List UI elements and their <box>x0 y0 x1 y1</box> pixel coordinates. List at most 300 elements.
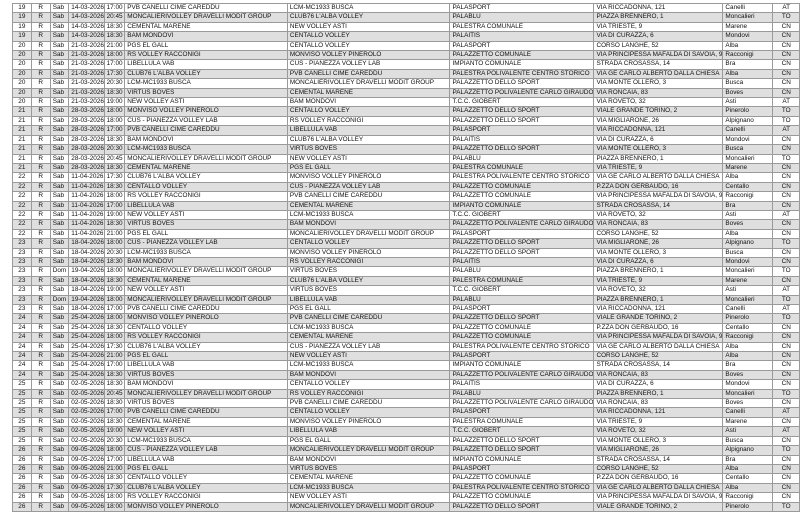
day-cell: Sab <box>50 474 69 483</box>
address-cell: VIA MIGLIARONE, 26 <box>594 446 723 455</box>
leg-cell: R <box>31 333 50 342</box>
round-cell: 23 <box>13 276 32 285</box>
day-cell: Sab <box>50 60 69 69</box>
day-cell: Dom <box>50 295 69 304</box>
away-team-cell: VIRTUS BOVES <box>287 145 450 154</box>
home-team-cell: LCM-MC1933 BUSCA <box>125 79 288 88</box>
time-cell: 18:30 <box>104 276 124 285</box>
home-team-cell: MONCALIERIVOLLEY DRAVELLI MODIT GROUP <box>125 389 288 398</box>
venue-cell: PALAZZETTO DELLO SPORT <box>450 239 594 248</box>
table-row <box>13 79 800 88</box>
day-cell: Sab <box>50 69 69 78</box>
home-team-cell: NEW VOLLEY ASTI <box>125 210 288 219</box>
date-cell: 18-04-2026 <box>69 239 105 248</box>
time-cell: 17:00 <box>104 361 124 370</box>
time-cell: 18:30 <box>104 135 124 144</box>
time-cell: 18:00 <box>104 333 124 342</box>
time-cell: 18:00 <box>104 192 124 201</box>
venue-cell: PALAITIS <box>450 135 594 144</box>
leg-cell: R <box>31 436 50 445</box>
day-cell: Sab <box>50 145 69 154</box>
venue-cell: PALAZZETTO COMUNALE <box>450 333 594 342</box>
leg-cell: R <box>31 60 50 69</box>
home-team-cell: CEMENTAL MARENE <box>125 276 288 285</box>
away-team-cell: CEMENTAL MARENE <box>287 474 450 483</box>
day-cell: Sab <box>50 483 69 492</box>
time-cell: 18:30 <box>104 220 124 229</box>
address-cell: STRADA CROSASSA, 14 <box>594 361 723 370</box>
time-cell: 19:00 <box>104 286 124 295</box>
city-cell: Bra <box>723 60 773 69</box>
time-cell: 17:00 <box>104 408 124 417</box>
date-cell: 25-04-2026 <box>69 370 105 379</box>
home-team-cell: MONCALIERIVOLLEY DRAVELLI MODIT GROUP <box>125 295 288 304</box>
date-cell: 28-03-2026 <box>69 116 105 125</box>
province-cell: CN <box>773 342 800 351</box>
away-team-cell: PGS EL GALL <box>287 305 450 314</box>
day-cell: Sab <box>50 239 69 248</box>
date-cell: 09-05-2026 <box>69 464 105 473</box>
home-team-cell: MONCALIERIVOLLEY DRAVELLI MODIT GROUP <box>125 154 288 163</box>
city-cell: Marene <box>723 163 773 172</box>
away-team-cell: CUS - PIANEZZA VOLLEY LAB <box>287 182 450 191</box>
city-cell: Alba <box>723 342 773 351</box>
home-team-cell: PVB CANELLI CIME CAREDDU <box>125 4 288 13</box>
day-cell: Sab <box>50 323 69 332</box>
province-cell: CN <box>773 257 800 266</box>
venue-cell: PALASPORT <box>450 4 594 13</box>
table-row <box>13 220 800 229</box>
table-row <box>13 51 800 60</box>
date-cell: 02-05-2026 <box>69 399 105 408</box>
leg-cell: R <box>31 314 50 323</box>
home-team-cell: CLUB76 L'ALBA VOLLEY <box>125 173 288 182</box>
province-cell: AT <box>773 427 800 436</box>
time-cell: 18:30 <box>104 182 124 191</box>
venue-cell: PALAZZETTO DELLO SPORT <box>450 446 594 455</box>
province-cell: CN <box>773 145 800 154</box>
leg-cell: R <box>31 69 50 78</box>
round-cell: 24 <box>13 333 32 342</box>
venue-cell: PALASPORT <box>450 352 594 361</box>
away-team-cell: MONCALIERIVOLLEY DRAVELLI MODIT GROUP <box>287 446 450 455</box>
leg-cell: R <box>31 239 50 248</box>
table-row <box>13 417 800 426</box>
table-row <box>13 69 800 78</box>
leg-cell: R <box>31 98 50 107</box>
address-cell: STRADA CROSASSA, 14 <box>594 201 723 210</box>
venue-cell: T.C.C. GIOBERT <box>450 98 594 107</box>
day-cell: Sab <box>50 502 69 511</box>
round-cell: 24 <box>13 342 32 351</box>
date-cell: 11-04-2026 <box>69 182 105 191</box>
away-team-cell: LIBELLULA VAB <box>287 295 450 304</box>
address-cell: VIA GE CARLO ALBERTO DALLA CHIESA <box>594 69 723 78</box>
table-row <box>13 60 800 69</box>
leg-cell: R <box>31 173 50 182</box>
city-cell: Mondovi <box>723 135 773 144</box>
time-cell: 18:30 <box>104 163 124 172</box>
round-cell: 24 <box>13 323 32 332</box>
date-cell: 09-05-2026 <box>69 483 105 492</box>
time-cell: 17:00 <box>104 60 124 69</box>
round-cell: 25 <box>13 427 32 436</box>
leg-cell: R <box>31 352 50 361</box>
province-cell: AT <box>773 286 800 295</box>
venue-cell: PALAZZETTO DELLO SPORT <box>450 145 594 154</box>
date-cell: 25-04-2026 <box>69 342 105 351</box>
away-team-cell: BAM MONDOVI <box>287 455 450 464</box>
city-cell: Asti <box>723 427 773 436</box>
date-cell: 02-05-2026 <box>69 389 105 398</box>
city-cell: Mondovi <box>723 257 773 266</box>
address-cell: VIA RICCADONNA, 121 <box>594 408 723 417</box>
round-cell: 26 <box>13 502 32 511</box>
table-row <box>13 427 800 436</box>
time-cell: 20:30 <box>104 79 124 88</box>
away-team-cell: BAM MONDOVI <box>287 98 450 107</box>
time-cell: 19:00 <box>104 427 124 436</box>
round-cell: 19 <box>13 13 32 22</box>
date-cell: 11-04-2026 <box>69 173 105 182</box>
away-team-cell: LIBELLULA VAB <box>287 126 450 135</box>
province-cell: AT <box>773 408 800 417</box>
province-cell: CN <box>773 163 800 172</box>
away-team-cell: NEW VOLLEY ASTI <box>287 493 450 502</box>
leg-cell: R <box>31 182 50 191</box>
table-row <box>13 4 800 13</box>
city-cell: Marene <box>723 276 773 285</box>
table-row <box>13 163 800 172</box>
venue-cell: PALAZZETTO DELLO SPORT <box>450 116 594 125</box>
table-row <box>13 389 800 398</box>
date-cell: 25-04-2026 <box>69 323 105 332</box>
day-cell: Sab <box>50 126 69 135</box>
address-cell: P.ZZA DON GERBAUDO, 16 <box>594 474 723 483</box>
venue-cell: PALABLU <box>450 295 594 304</box>
address-cell: CORSO LANGHE, 52 <box>594 41 723 50</box>
date-cell: 25-04-2026 <box>69 314 105 323</box>
day-cell: Sab <box>50 107 69 116</box>
away-team-cell: MONCALIERIVOLLEY DRAVELLI MODIT GROUP <box>287 502 450 511</box>
province-cell: TO <box>773 446 800 455</box>
date-cell: 11-04-2026 <box>69 210 105 219</box>
province-cell: CN <box>773 88 800 97</box>
date-cell: 11-04-2026 <box>69 201 105 210</box>
address-cell: STRADA CROSASSA, 14 <box>594 60 723 69</box>
round-cell: 26 <box>13 474 32 483</box>
date-cell: 21-03-2026 <box>69 51 105 60</box>
leg-cell: R <box>31 13 50 22</box>
day-cell: Sab <box>50 446 69 455</box>
away-team-cell: PVB CANELLI CIME CAREDDU <box>287 399 450 408</box>
day-cell: Sab <box>50 427 69 436</box>
day-cell: Sab <box>50 22 69 31</box>
address-cell: VIA PRINCIPESSA MAFALDA DI SAVOIA, 9 <box>594 333 723 342</box>
province-cell: CN <box>773 248 800 257</box>
round-cell: 23 <box>13 305 32 314</box>
time-cell: 21:00 <box>104 41 124 50</box>
venue-cell: T.C.C. GIOBERT <box>450 286 594 295</box>
leg-cell: R <box>31 88 50 97</box>
home-team-cell: CENTALLO VOLLEY <box>125 323 288 332</box>
table-row <box>13 201 800 210</box>
province-cell: CN <box>773 229 800 238</box>
province-cell: TO <box>773 267 800 276</box>
time-cell: 21:00 <box>104 352 124 361</box>
home-team-cell: RS VOLLEY RACCONIGI <box>125 51 288 60</box>
date-cell: 28-03-2026 <box>69 107 105 116</box>
leg-cell: R <box>31 342 50 351</box>
home-team-cell: BAM MONDOVI <box>125 135 288 144</box>
leg-cell: R <box>31 295 50 304</box>
province-cell: CN <box>773 276 800 285</box>
leg-cell: R <box>31 116 50 125</box>
round-cell: 21 <box>13 154 32 163</box>
round-cell: 20 <box>13 60 32 69</box>
away-team-cell: CEMENTAL MARENE <box>287 333 450 342</box>
time-cell: 17:30 <box>104 173 124 182</box>
date-cell: 14-03-2026 <box>69 32 105 41</box>
day-cell: Sab <box>50 154 69 163</box>
address-cell: VIA DI CURAZZA, 6 <box>594 32 723 41</box>
city-cell: Alba <box>723 229 773 238</box>
province-cell: AT <box>773 98 800 107</box>
round-cell: 25 <box>13 417 32 426</box>
time-cell: 18:30 <box>104 370 124 379</box>
venue-cell: PALESTRA POLIVALENTE CENTRO STORICO <box>450 342 594 351</box>
leg-cell: R <box>31 323 50 332</box>
date-cell: 28-03-2026 <box>69 126 105 135</box>
away-team-cell: CEMENTAL MARENE <box>287 88 450 97</box>
home-team-cell: VIRTUS BOVES <box>125 370 288 379</box>
table-row <box>13 380 800 389</box>
time-cell: 18:30 <box>104 323 124 332</box>
city-cell: Busca <box>723 436 773 445</box>
away-team-cell: CUS - PIANEZZA VOLLEY LAB <box>287 342 450 351</box>
city-cell: Busca <box>723 79 773 88</box>
away-team-cell: CENTALLO VOLLEY <box>287 107 450 116</box>
address-cell: VIA MONTE OLLERO, 3 <box>594 145 723 154</box>
venue-cell: PALESTRA POLIVALENTE CENTRO STORICO <box>450 69 594 78</box>
day-cell: Sab <box>50 210 69 219</box>
city-cell: Bra <box>723 201 773 210</box>
venue-cell: PALASPORT <box>450 305 594 314</box>
time-cell: 18:30 <box>104 257 124 266</box>
city-cell: Centallo <box>723 323 773 332</box>
date-cell: 18-04-2026 <box>69 276 105 285</box>
round-cell: 24 <box>13 352 32 361</box>
city-cell: Asti <box>723 98 773 107</box>
address-cell: VIA PRINCIPESSA MAFALDA DI SAVOIA, 9 <box>594 493 723 502</box>
leg-cell: R <box>31 276 50 285</box>
round-cell: 26 <box>13 483 32 492</box>
city-cell: Boves <box>723 88 773 97</box>
city-cell: Boves <box>723 370 773 379</box>
date-cell: 21-03-2026 <box>69 79 105 88</box>
table-row <box>13 248 800 257</box>
venue-cell: PALESTRA COMUNALE <box>450 22 594 31</box>
province-cell: AT <box>773 126 800 135</box>
city-cell: Moncalieri <box>723 267 773 276</box>
table-row <box>13 352 800 361</box>
leg-cell: R <box>31 502 50 511</box>
address-cell: VIA RICCADONNA, 121 <box>594 305 723 314</box>
round-cell: 25 <box>13 389 32 398</box>
city-cell: Pinerolo <box>723 314 773 323</box>
home-team-cell: BAM MONDOVI <box>125 257 288 266</box>
date-cell: 09-05-2026 <box>69 446 105 455</box>
date-cell: 25-04-2026 <box>69 352 105 361</box>
home-team-cell: LCM-MC1933 BUSCA <box>125 436 288 445</box>
home-team-cell: CEMENTAL MARENE <box>125 417 288 426</box>
venue-cell: PALESTRA COMUNALE <box>450 417 594 426</box>
date-cell: 02-05-2026 <box>69 417 105 426</box>
city-cell: Busca <box>723 145 773 154</box>
venue-cell: PALAZZETTO POLIVALENTE CARLO GIRAUDO <box>450 399 594 408</box>
round-cell: 21 <box>13 116 32 125</box>
table-row <box>13 98 800 107</box>
leg-cell: R <box>31 380 50 389</box>
table-row <box>13 399 800 408</box>
day-cell: Sab <box>50 4 69 13</box>
city-cell: Alpignano <box>723 446 773 455</box>
table-row <box>13 333 800 342</box>
venue-cell: PALAZZETTO DELLO SPORT <box>450 248 594 257</box>
venue-cell: PALESTRA POLIVALENTE CENTRO STORICO <box>450 173 594 182</box>
round-cell: 26 <box>13 455 32 464</box>
day-cell: Sab <box>50 305 69 314</box>
province-cell: CN <box>773 493 800 502</box>
time-cell: 17:30 <box>104 483 124 492</box>
round-cell: 22 <box>13 201 32 210</box>
province-cell: CN <box>773 173 800 182</box>
time-cell: 19:00 <box>104 210 124 219</box>
away-team-cell: MONVISO VOLLEY PINEROLO <box>287 417 450 426</box>
time-cell: 17:00 <box>104 455 124 464</box>
time-cell: 20:45 <box>104 154 124 163</box>
address-cell: P.ZZA DON GERBAUDO, 16 <box>594 323 723 332</box>
date-cell: 11-04-2026 <box>69 229 105 238</box>
venue-cell: PALESTRA COMUNALE <box>450 276 594 285</box>
date-cell: 11-04-2026 <box>69 220 105 229</box>
away-team-cell: CLUB76 L'ALBA VOLLEY <box>287 276 450 285</box>
day-cell: Sab <box>50 314 69 323</box>
address-cell: VIA TRIESTE, 9 <box>594 22 723 31</box>
province-cell: TO <box>773 239 800 248</box>
time-cell: 18:00 <box>104 51 124 60</box>
table-row <box>13 276 800 285</box>
province-cell: CN <box>773 79 800 88</box>
date-cell: 21-03-2026 <box>69 98 105 107</box>
address-cell: VIA RONCAIA, 83 <box>594 370 723 379</box>
day-cell: Sab <box>50 352 69 361</box>
province-cell: CN <box>773 361 800 370</box>
venue-cell: PALAZZETTO COMUNALE <box>450 474 594 483</box>
round-cell: 23 <box>13 248 32 257</box>
away-team-cell: CEMENTAL MARENE <box>287 201 450 210</box>
away-team-cell: CLUB76 L'ALBA VOLLEY <box>287 135 450 144</box>
home-team-cell: RS VOLLEY RACCONIGI <box>125 333 288 342</box>
date-cell: 19-04-2026 <box>69 267 105 276</box>
time-cell: 21:00 <box>104 464 124 473</box>
table-row <box>13 295 800 304</box>
province-cell: CN <box>773 201 800 210</box>
address-cell: CORSO LANGHE, 52 <box>594 352 723 361</box>
address-cell: VIA RICCADONNA, 121 <box>594 4 723 13</box>
table-row <box>13 116 800 125</box>
date-cell: 18-04-2026 <box>69 248 105 257</box>
leg-cell: R <box>31 248 50 257</box>
day-cell: Sab <box>50 41 69 50</box>
day-cell: Dom <box>50 267 69 276</box>
city-cell: Alba <box>723 483 773 492</box>
home-team-cell: RS VOLLEY RACCONIGI <box>125 493 288 502</box>
round-cell: 19 <box>13 4 32 13</box>
leg-cell: R <box>31 220 50 229</box>
leg-cell: R <box>31 126 50 135</box>
province-cell: TO <box>773 116 800 125</box>
time-cell: 18:00 <box>104 493 124 502</box>
address-cell: VIA GE CARLO ALBERTO DALLA CHIESA <box>594 483 723 492</box>
table-row <box>13 107 800 116</box>
venue-cell: PALABLU <box>450 154 594 163</box>
venue-cell: PALABLU <box>450 389 594 398</box>
home-team-cell: PVB CANELLI CIME CAREDDU <box>125 408 288 417</box>
venue-cell: PALAITIS <box>450 257 594 266</box>
leg-cell: R <box>31 135 50 144</box>
address-cell: PIAZZA BRENNERO, 1 <box>594 295 723 304</box>
venue-cell: PALASPORT <box>450 229 594 238</box>
date-cell: 28-03-2026 <box>69 154 105 163</box>
province-cell: CN <box>773 192 800 201</box>
home-team-cell: MONCALIERIVOLLEY DRAVELLI MODIT GROUP <box>125 13 288 22</box>
province-cell: CN <box>773 483 800 492</box>
away-team-cell: MONVISO VOLLEY PINEROLO <box>287 248 450 257</box>
city-cell: Bra <box>723 361 773 370</box>
day-cell: Sab <box>50 88 69 97</box>
date-cell: 09-05-2026 <box>69 502 105 511</box>
venue-cell: PALESTRA COMUNALE <box>450 163 594 172</box>
day-cell: Sab <box>50 370 69 379</box>
day-cell: Sab <box>50 173 69 182</box>
round-cell: 20 <box>13 88 32 97</box>
province-cell: CN <box>773 182 800 191</box>
leg-cell: R <box>31 32 50 41</box>
address-cell: VIA RONCAIA, 83 <box>594 88 723 97</box>
time-cell: 18:30 <box>104 22 124 31</box>
province-cell: TO <box>773 13 800 22</box>
province-cell: CN <box>773 455 800 464</box>
date-cell: 14-03-2026 <box>69 4 105 13</box>
round-cell: 23 <box>13 295 32 304</box>
venue-cell: PALAZZETTO DELLO SPORT <box>450 107 594 116</box>
round-cell: 21 <box>13 126 32 135</box>
date-cell: 19-04-2026 <box>69 295 105 304</box>
venue-cell: IMPIANTO COMUNALE <box>450 361 594 370</box>
away-team-cell: LIBELLULA VAB <box>287 427 450 436</box>
leg-cell: R <box>31 417 50 426</box>
date-cell: 21-03-2026 <box>69 60 105 69</box>
address-cell: VIA DI CURAZZA, 6 <box>594 380 723 389</box>
day-cell: Sab <box>50 399 69 408</box>
time-cell: 17:30 <box>104 342 124 351</box>
address-cell: VIA ROVETO, 32 <box>594 210 723 219</box>
province-cell: CN <box>773 22 800 31</box>
date-cell: 18-04-2026 <box>69 305 105 314</box>
table-row <box>13 154 800 163</box>
day-cell: Sab <box>50 333 69 342</box>
